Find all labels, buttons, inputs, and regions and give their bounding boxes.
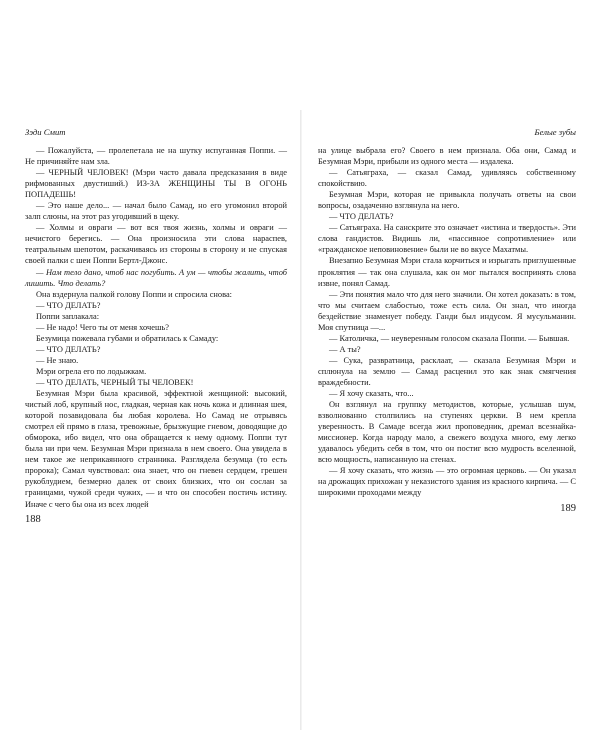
paragraph: — Сатьяграха, — сказал Самад, удивляясь собственному спокойствию. bbox=[318, 168, 576, 189]
paragraph: — Я хочу сказать, что... bbox=[329, 389, 414, 399]
paragraph: Безумная Мэри была красивой, эффектной женщиной: высокий, чистый лоб, крупный нос, гладкая, черная как ночь кожа и длинная шея, которой позавидовала бы любая королева. Но Самад не отрывясь смотрел ей прямо в глаза, тревожные, брызжущие гневом, доводящие до обморока, ибо видел, что она обращается к нему одному. Поппи тут была ни при чем. Безумная Мэри признала в нем своего. Она увидела в нем такое же неприкаянного странника. Разглядела безумца (то есть пророка); Самал чувствовал: она знает, что он гневен сердцем, грешен рукоблудием, безмерно далек от своих близких, что он сослан за границами, чужой среди чужих, — и что он способен постичь истину. Иначе с чего бы она из всех людей bbox=[25, 389, 287, 509]
running-head-right: Белые зубы bbox=[534, 127, 576, 137]
paragraph: — А ты? bbox=[329, 344, 361, 354]
paragraph: — Сука, развратница, расклаат, — сказала Безумная Мэри и сплюнула на землю — Самад расценил это как знак смягчения враждебности. bbox=[318, 355, 576, 387]
paragraph: — Не надо! Чего ты от меня хочешь? bbox=[36, 322, 169, 332]
paragraph: — Это наше дело... — начал было Самад, но его угомонил второй залп слюны, на этот раз угодивший в щеку. bbox=[25, 201, 287, 222]
left-page-text bbox=[25, 145, 287, 510]
right-page bbox=[318, 127, 576, 514]
paragraph: — Эти понятия мало что для него значили. Он хотел доказать: в том, что мы считаем слабостью, тоже есть сила. Он знал, что иногда бездействие знаменует победу. Ганди был индусом. Я мусульманин. Моя спутница —... bbox=[318, 289, 576, 332]
paragraph: — Я хочу сказать, что жизнь — это огромная церковь. — Он указал на дрожащих прихожан у неказистого здания из красного кирпича. — С широкими проходами между bbox=[318, 466, 576, 498]
book-gutter bbox=[300, 110, 302, 730]
paragraph: Она вздернула палкой голову Поппи и спросила снова: bbox=[36, 289, 232, 299]
paragraph: — ЧЕРНЫЙ ЧЕЛОВЕК! (Мэри часто давала предсказания в виде рифмованных двустиший.) ИЗ-ЗА ЖЕНЩИНЫ ТЫ В ОГОНЬ ПОПАДЕШЬ! bbox=[25, 168, 287, 200]
paragraph: — ЧТО ДЕЛАТЬ, ЧЕРНЫЙ ТЫ ЧЕЛОВЕК! bbox=[36, 377, 194, 387]
paragraph: — Нам тело дано, чтоб нас погубить. А ум — чтобы жалить, чтоб лишить. Что делать? bbox=[25, 267, 287, 288]
paragraph: — Не знаю. bbox=[36, 355, 79, 365]
paragraph: на улице выбрала его? Своего в нем признала. Оба они, Самад и Безумная Мэри, прибыли из одного места — издалека. bbox=[318, 146, 576, 167]
paragraph: Поппи заплакала: bbox=[36, 311, 100, 321]
paragraph: Безумица пожевала губами и обратилась к Самаду: bbox=[36, 333, 219, 343]
paragraph: Безумная Мэри, которая не привыкла получать ответы на свои вопросы, озадаченно взглянула на него. bbox=[318, 190, 576, 211]
paragraph: — Сатьяграха. На санскрите это означает «истина и твердость». Эти слова гандистов. Видишь ли, «пассивное сопротивление» или «гражданское неповиновение» были не во вкусе Махатмы. bbox=[318, 223, 576, 255]
right-page-text bbox=[318, 145, 576, 499]
paragraph: — Католичка, — неуверенным голосом сказала Поппи. — Бывшая. bbox=[329, 333, 570, 343]
paragraph: Он взглянул на группку методистов, которые, услышав шум, взволнованно столпились на ступенях церкви. В нем крепла уверенность. В Самаде всегда жил проповедник, дремал всезнайка-миссионер. Когда народу мало, а свежего воздуха много, ему легко удавалось убедить себя в том, что он постиг всю мудрость вселенной, всю мощность, написанную на стенах. bbox=[318, 400, 576, 465]
paragraph: Внезапно Безумная Мэри стала корчиться и изрыгать приглушенные проклятия — так она слушала, как он мог пытался воспринять слова извне, понял Самад. bbox=[318, 256, 576, 288]
page-number-left: 188 bbox=[25, 513, 41, 525]
page-number-right: 189 bbox=[560, 502, 576, 514]
paragraph: — ЧТО ДЕЛАТЬ? bbox=[36, 344, 101, 354]
paragraph: — ЧТО ДЕЛАТЬ? bbox=[36, 300, 101, 310]
paragraph: — Холмы и овраги — вот вся твоя жизнь, холмы и овраги — нечистого берегись. — Она произносила эти слова нараспев, театральным шепотом, раскачиваясь из стороны в сторону и не спуская своей палки с шеи Поппи Бертл-Джонс. bbox=[25, 223, 287, 266]
paragraph: — ЧТО ДЕЛАТЬ? bbox=[329, 212, 394, 222]
paragraph: Мэри огрела его по лодыжкам. bbox=[36, 366, 147, 376]
left-page bbox=[25, 127, 287, 525]
running-head-left: Зэди Смит bbox=[25, 127, 66, 137]
paragraph: — Пожалуйста, — пролепетала не на шутку испуганная Поппи. — Не причиняйте нам зла. bbox=[25, 146, 287, 167]
